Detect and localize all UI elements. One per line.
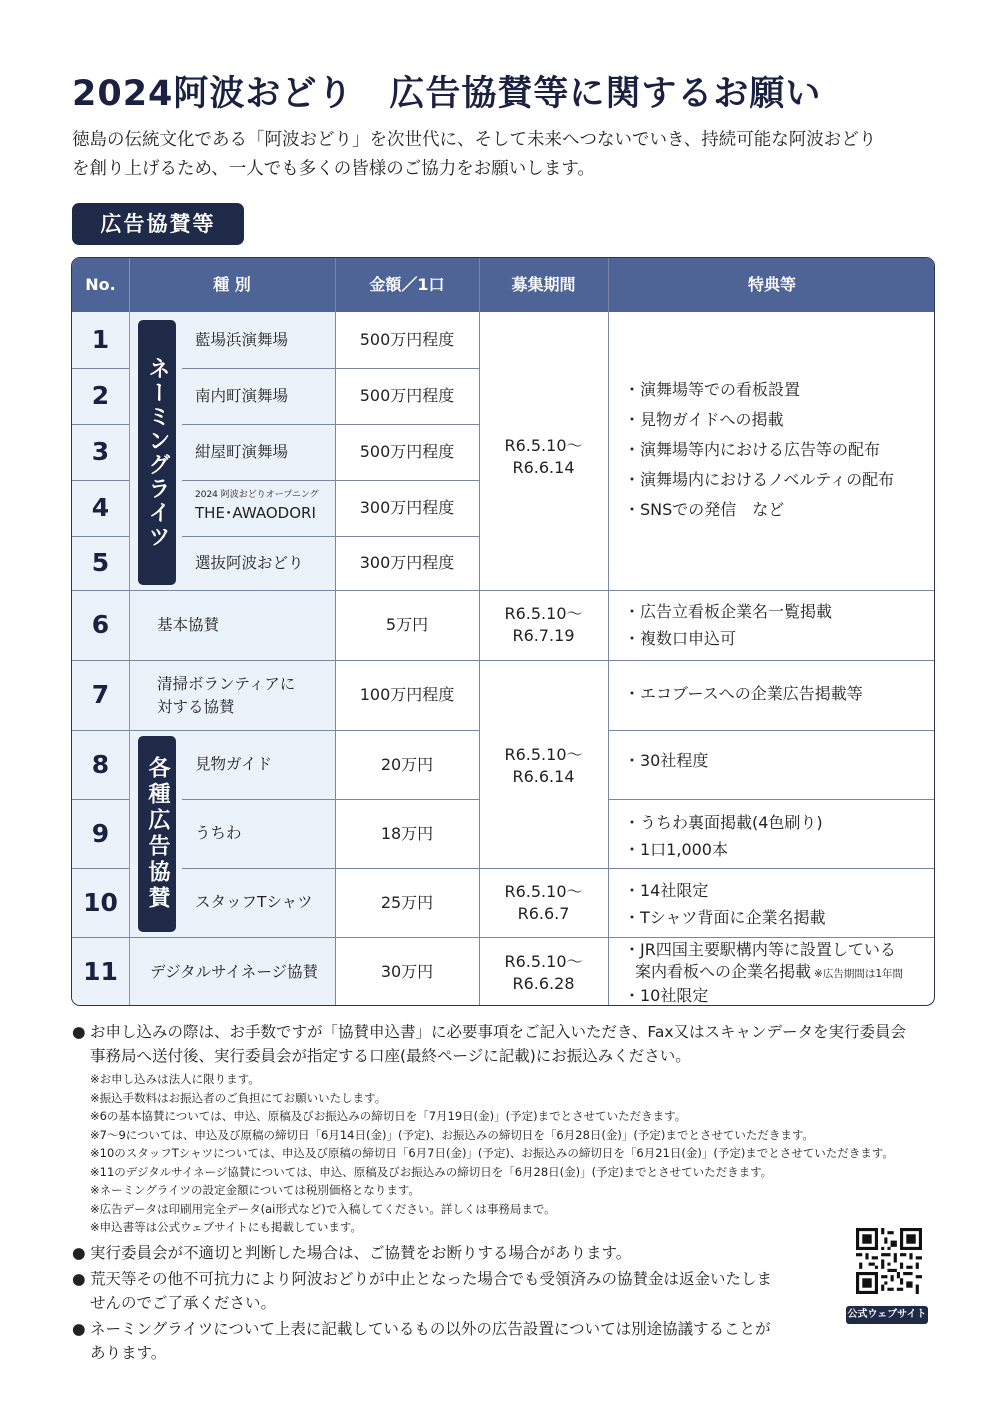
note-text: あります。	[90, 1343, 167, 1362]
amount: 500万円程度	[359, 442, 455, 461]
bullet-mark: ●	[72, 1243, 86, 1262]
ad-sponsorship-label	[138, 736, 176, 932]
row-no: 10	[83, 888, 118, 917]
period-end: R6.6.28	[512, 974, 575, 993]
naming-rights-text: ネーミングライツ	[145, 356, 170, 549]
small-note: ※広告データは印刷用完全データ(ai形式など)で入稿してください。詳しくは事務局まで。	[90, 1201, 556, 1216]
amount: 500万円程度	[359, 386, 455, 405]
type-name: 見物ガイド	[195, 755, 273, 773]
benefit-item	[624, 961, 934, 985]
grid-line	[72, 424, 129, 425]
type-name: 選抜阿波おどり	[195, 554, 304, 572]
benefits	[624, 598, 924, 652]
period-end: R6.7.19	[512, 626, 575, 645]
intro-line: を創り上げるため、一人でも多くの皆様のご協力をお願いします。	[72, 159, 595, 179]
note-text: 荒天等その他不可抗力により阿波おどりが中止となった場合でも受領済みの協賛金は返金いたしま	[90, 1269, 773, 1288]
row-no: 11	[83, 957, 118, 986]
type-name-opening	[195, 488, 335, 534]
amount: 100万円程度	[359, 685, 455, 704]
small-note: ※11のデジタルサイネージ協賛については、申込、原稿及びお振込みの締切日を「6月28日(金)」(予定)までとさせていただきます。	[90, 1164, 773, 1179]
small-note: ※お申し込みは法人に限ります。	[90, 1072, 260, 1086]
type-line: 対する協賛	[157, 698, 235, 716]
benefits	[624, 939, 934, 1006]
period-start: R6.5.10～	[504, 436, 583, 455]
period-start: R6.5.10～	[504, 882, 583, 901]
naming-rights-label	[138, 320, 176, 585]
small-note: ※6の基本協賛については、申込、原稿及びお振込みの締切日を「7月19日(金)」(予定)までとさせていただきます。	[90, 1109, 687, 1123]
grid-line	[608, 799, 935, 800]
notes	[72, 1020, 952, 1365]
type-name: 紺屋町演舞場	[195, 443, 289, 461]
small-note: ※ネーミングライツの設定金額については税別価格となります。	[90, 1183, 420, 1197]
benefit-item: ・うちわ裏面掲載(4色刷り)	[624, 813, 823, 832]
grid-line	[129, 258, 130, 1006]
amount: 25万円	[380, 893, 434, 912]
grid-line	[72, 937, 935, 938]
grid-line	[608, 258, 609, 1006]
grid-line	[72, 480, 129, 481]
benefit-item: ・30社程度	[624, 751, 709, 770]
bullet-mark: ●	[72, 1269, 86, 1288]
row-no: 6	[91, 610, 110, 639]
benefit-item-text: 案内看板への企業名掲載	[635, 962, 812, 981]
type-small-label: 2024 阿波おどりオープニング	[195, 490, 319, 500]
note-text: お申し込みの際は、お手数ですが「協賛申込書」に必要事項をご記入いただき、Fax又はスキャンデータを実行委員会	[90, 1023, 907, 1041]
grid-line	[182, 536, 479, 537]
amount: 30万円	[380, 962, 434, 981]
period-start: R6.5.10～	[504, 604, 583, 623]
type-name: 基本協賛	[157, 616, 220, 634]
header-period: 募集期間	[479, 258, 608, 312]
period	[479, 603, 608, 647]
benefits	[624, 746, 924, 776]
qr-label: 公式ウェブサイト	[846, 1306, 928, 1324]
period-start: R6.5.10～	[504, 745, 583, 764]
period	[479, 951, 608, 995]
benefits	[624, 877, 924, 931]
grid-line	[335, 258, 336, 1006]
amount: 300万円程度	[359, 553, 455, 572]
grid-line	[182, 480, 479, 481]
amount: 300万円程度	[359, 498, 455, 517]
note-bullet	[72, 1267, 952, 1315]
grid-line	[182, 868, 935, 869]
benefit-item: ・広告立看板企業名一覧掲載	[624, 602, 833, 621]
period-end: R6.6.14	[512, 767, 575, 786]
grid-line	[72, 368, 129, 369]
type-name: うちわ	[195, 824, 242, 842]
note-bullet	[72, 1241, 952, 1265]
note-text: ネーミングライツについて上表に記載しているもの以外の広告設置については別途協議することが	[90, 1319, 771, 1338]
benefit-item: ・SNSでの発信 など	[624, 500, 785, 519]
header-benefit: 特典等	[608, 258, 935, 312]
row-no: 9	[91, 819, 110, 848]
bullet-mark: ●	[72, 1319, 86, 1338]
type-line: 清掃ボランティアに	[157, 675, 296, 693]
benefit-item: ・14社限定	[624, 881, 709, 900]
grid-line	[182, 368, 479, 369]
period	[479, 435, 608, 479]
type-name: 藍場浜演舞場	[195, 331, 289, 349]
grid-line	[72, 799, 129, 800]
benefit-item: ・演舞場内におけるノベルティの配布	[624, 470, 895, 489]
grid-line	[72, 868, 129, 869]
grid-line	[608, 730, 935, 731]
amount: 18万円	[380, 824, 434, 843]
note-text: 事務局へ送付後、実行委員会が指定する口座(最終ページに記載)にお振込みください。	[90, 1047, 691, 1065]
row-no: 2	[91, 381, 110, 410]
grid-line	[72, 536, 129, 537]
type-name-cleaning	[157, 673, 335, 719]
ad-sponsorship-text: 各種広告協賛	[145, 756, 170, 912]
period-start: R6.5.10～	[504, 952, 583, 971]
header-amount: 金額／1口	[335, 258, 479, 312]
sponsorship-table	[71, 257, 935, 1006]
benefit-item: ・Tシャツ背面に企業名掲載	[624, 908, 826, 927]
period-end: R6.6.7	[517, 904, 570, 923]
row-no: 4	[91, 493, 110, 522]
grid-line	[72, 730, 479, 731]
benefit-item: ・1口1,000本	[624, 840, 728, 859]
benefit-item: ・JR四国主要駅構内等に設置している	[624, 940, 896, 959]
note-text: 実行委員会が不適切と判断した場合は、ご協賛をお断りする場合があります。	[90, 1243, 632, 1262]
benefits	[624, 809, 924, 863]
benefit-item: ・複数口申込可	[624, 629, 737, 648]
page-title: 2024阿波おどり 広告協賛等に関するお願い	[72, 74, 822, 114]
benefit-item: ・エコブースへの企業広告掲載等	[624, 684, 863, 703]
grid-line	[479, 258, 480, 1006]
benefit-item: ・見物ガイドへの掲載	[624, 410, 784, 429]
qr-code-icon[interactable]	[856, 1228, 922, 1294]
small-note: ※7～9については、申込及び原稿の締切日「6月14日(金)」(予定)、お振込みの締切日を「6月28日(金)」(予定)までとさせていただきます。	[90, 1127, 814, 1142]
note-bullet	[72, 1317, 952, 1365]
row-no: 1	[91, 325, 110, 354]
period	[479, 744, 608, 788]
type-name: デジタルサイネージ協賛	[150, 963, 319, 981]
header-type: 種 別	[129, 258, 335, 312]
benefits	[624, 679, 924, 709]
grid-line	[182, 424, 479, 425]
row-no: 3	[91, 437, 110, 466]
section-label: 広告協賛等	[72, 203, 244, 245]
row-no: 7	[91, 680, 110, 709]
benefit-note: ※広告期間は1年間	[814, 968, 903, 980]
small-note: ※10のスタッフTシャツについては、申込及び原稿の締切日「6月7日(金)」(予定)、お振込みの締切日を「6月21日(金)」(予定)までとさせていただきます。	[90, 1146, 894, 1160]
type-name: スタッフTシャツ	[195, 893, 313, 911]
bullet-mark: ●	[72, 1023, 86, 1041]
type-label: THE･AWAODORI	[195, 504, 316, 522]
amount: 5万円	[385, 615, 429, 634]
grid-line	[72, 590, 935, 591]
row-no: 8	[91, 750, 110, 779]
note-text: せんのでご了承ください。	[90, 1293, 277, 1312]
type-name: 南内町演舞場	[195, 387, 289, 405]
header-no: No.	[72, 258, 129, 312]
intro-text	[72, 126, 952, 184]
period-end: R6.6.14	[512, 458, 575, 477]
small-note: ※申込書等は公式ウェブサイトにも掲載しています。	[90, 1220, 362, 1234]
row-no: 5	[91, 548, 110, 577]
benefit-item: ・10社限定	[624, 986, 709, 1005]
intro-line: 徳島の伝統文化である「阿波おどり」を次世代に、そして未来へつないでいき、持続可能な阿波おどり	[72, 130, 877, 150]
grid-line	[72, 660, 935, 661]
amount: 20万円	[380, 755, 434, 774]
note-bullet	[72, 1020, 952, 1068]
grid-line	[182, 799, 479, 800]
benefits	[624, 375, 924, 525]
benefit-item: ・演舞場等内における広告等の配布	[624, 440, 881, 459]
benefit-item: ・演舞場等での看板設置	[624, 380, 801, 399]
small-note: ※振込手数料はお振込者のご負担にてお願いいたします。	[90, 1090, 387, 1105]
amount: 500万円程度	[359, 330, 455, 349]
period	[479, 881, 608, 925]
small-notes	[72, 1070, 952, 1237]
